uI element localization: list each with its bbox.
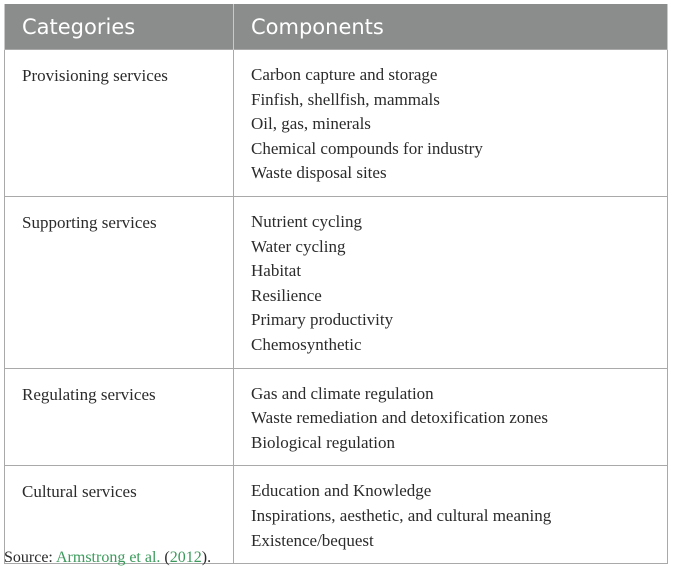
category-cell: Provisioning services [5, 50, 234, 197]
source-prefix: Source: [4, 549, 56, 566]
table-row [5, 368, 668, 466]
component-item: Water cycling [251, 236, 346, 256]
component-item: Gas and climate regulation [251, 383, 434, 403]
ecosystem-services-table [4, 4, 668, 564]
component-item: Waste remediation and detoxification zones [251, 408, 548, 428]
source-author-link[interactable]: Armstrong et al. [56, 549, 161, 566]
column-header-categories: Categories [5, 4, 234, 50]
column-header-components: Components [234, 4, 668, 50]
source-close: ). [201, 549, 212, 566]
component-item: Biological regulation [251, 432, 395, 452]
source-year-link[interactable]: 2012 [169, 549, 202, 566]
component-item: Waste disposal sites [251, 163, 387, 183]
components-cell [234, 368, 668, 466]
category-cell: Supporting services [5, 196, 234, 368]
component-item: Resilience [251, 285, 322, 305]
category-cell: Cultural services [5, 466, 234, 564]
category-cell: Regulating services [5, 368, 234, 466]
component-item: Oil, gas, minerals [251, 114, 371, 134]
component-item: Chemosynthetic [251, 334, 362, 354]
component-item: Nutrient cycling [251, 211, 362, 231]
header-row [5, 4, 668, 50]
component-item: Chemical compounds for industry [251, 138, 483, 158]
component-item: Finfish, shellfish, mammals [251, 89, 440, 109]
component-item: Inspirations, aesthetic, and cultural meaning [251, 505, 552, 525]
component-item: Primary productivity [251, 310, 394, 330]
source-citation [4, 549, 211, 567]
component-item: Carbon capture and storage [251, 65, 438, 84]
components-cell [234, 196, 668, 368]
ecosystem-services-table-container [4, 4, 667, 564]
components-cell [234, 466, 668, 564]
component-item: Habitat [251, 261, 302, 281]
source-open-paren: ( [160, 549, 170, 566]
component-item: Existence/bequest [251, 530, 374, 550]
component-item: Education and Knowledge [251, 481, 432, 501]
table-row [5, 50, 668, 197]
components-cell [234, 50, 668, 197]
table-row [5, 196, 668, 368]
